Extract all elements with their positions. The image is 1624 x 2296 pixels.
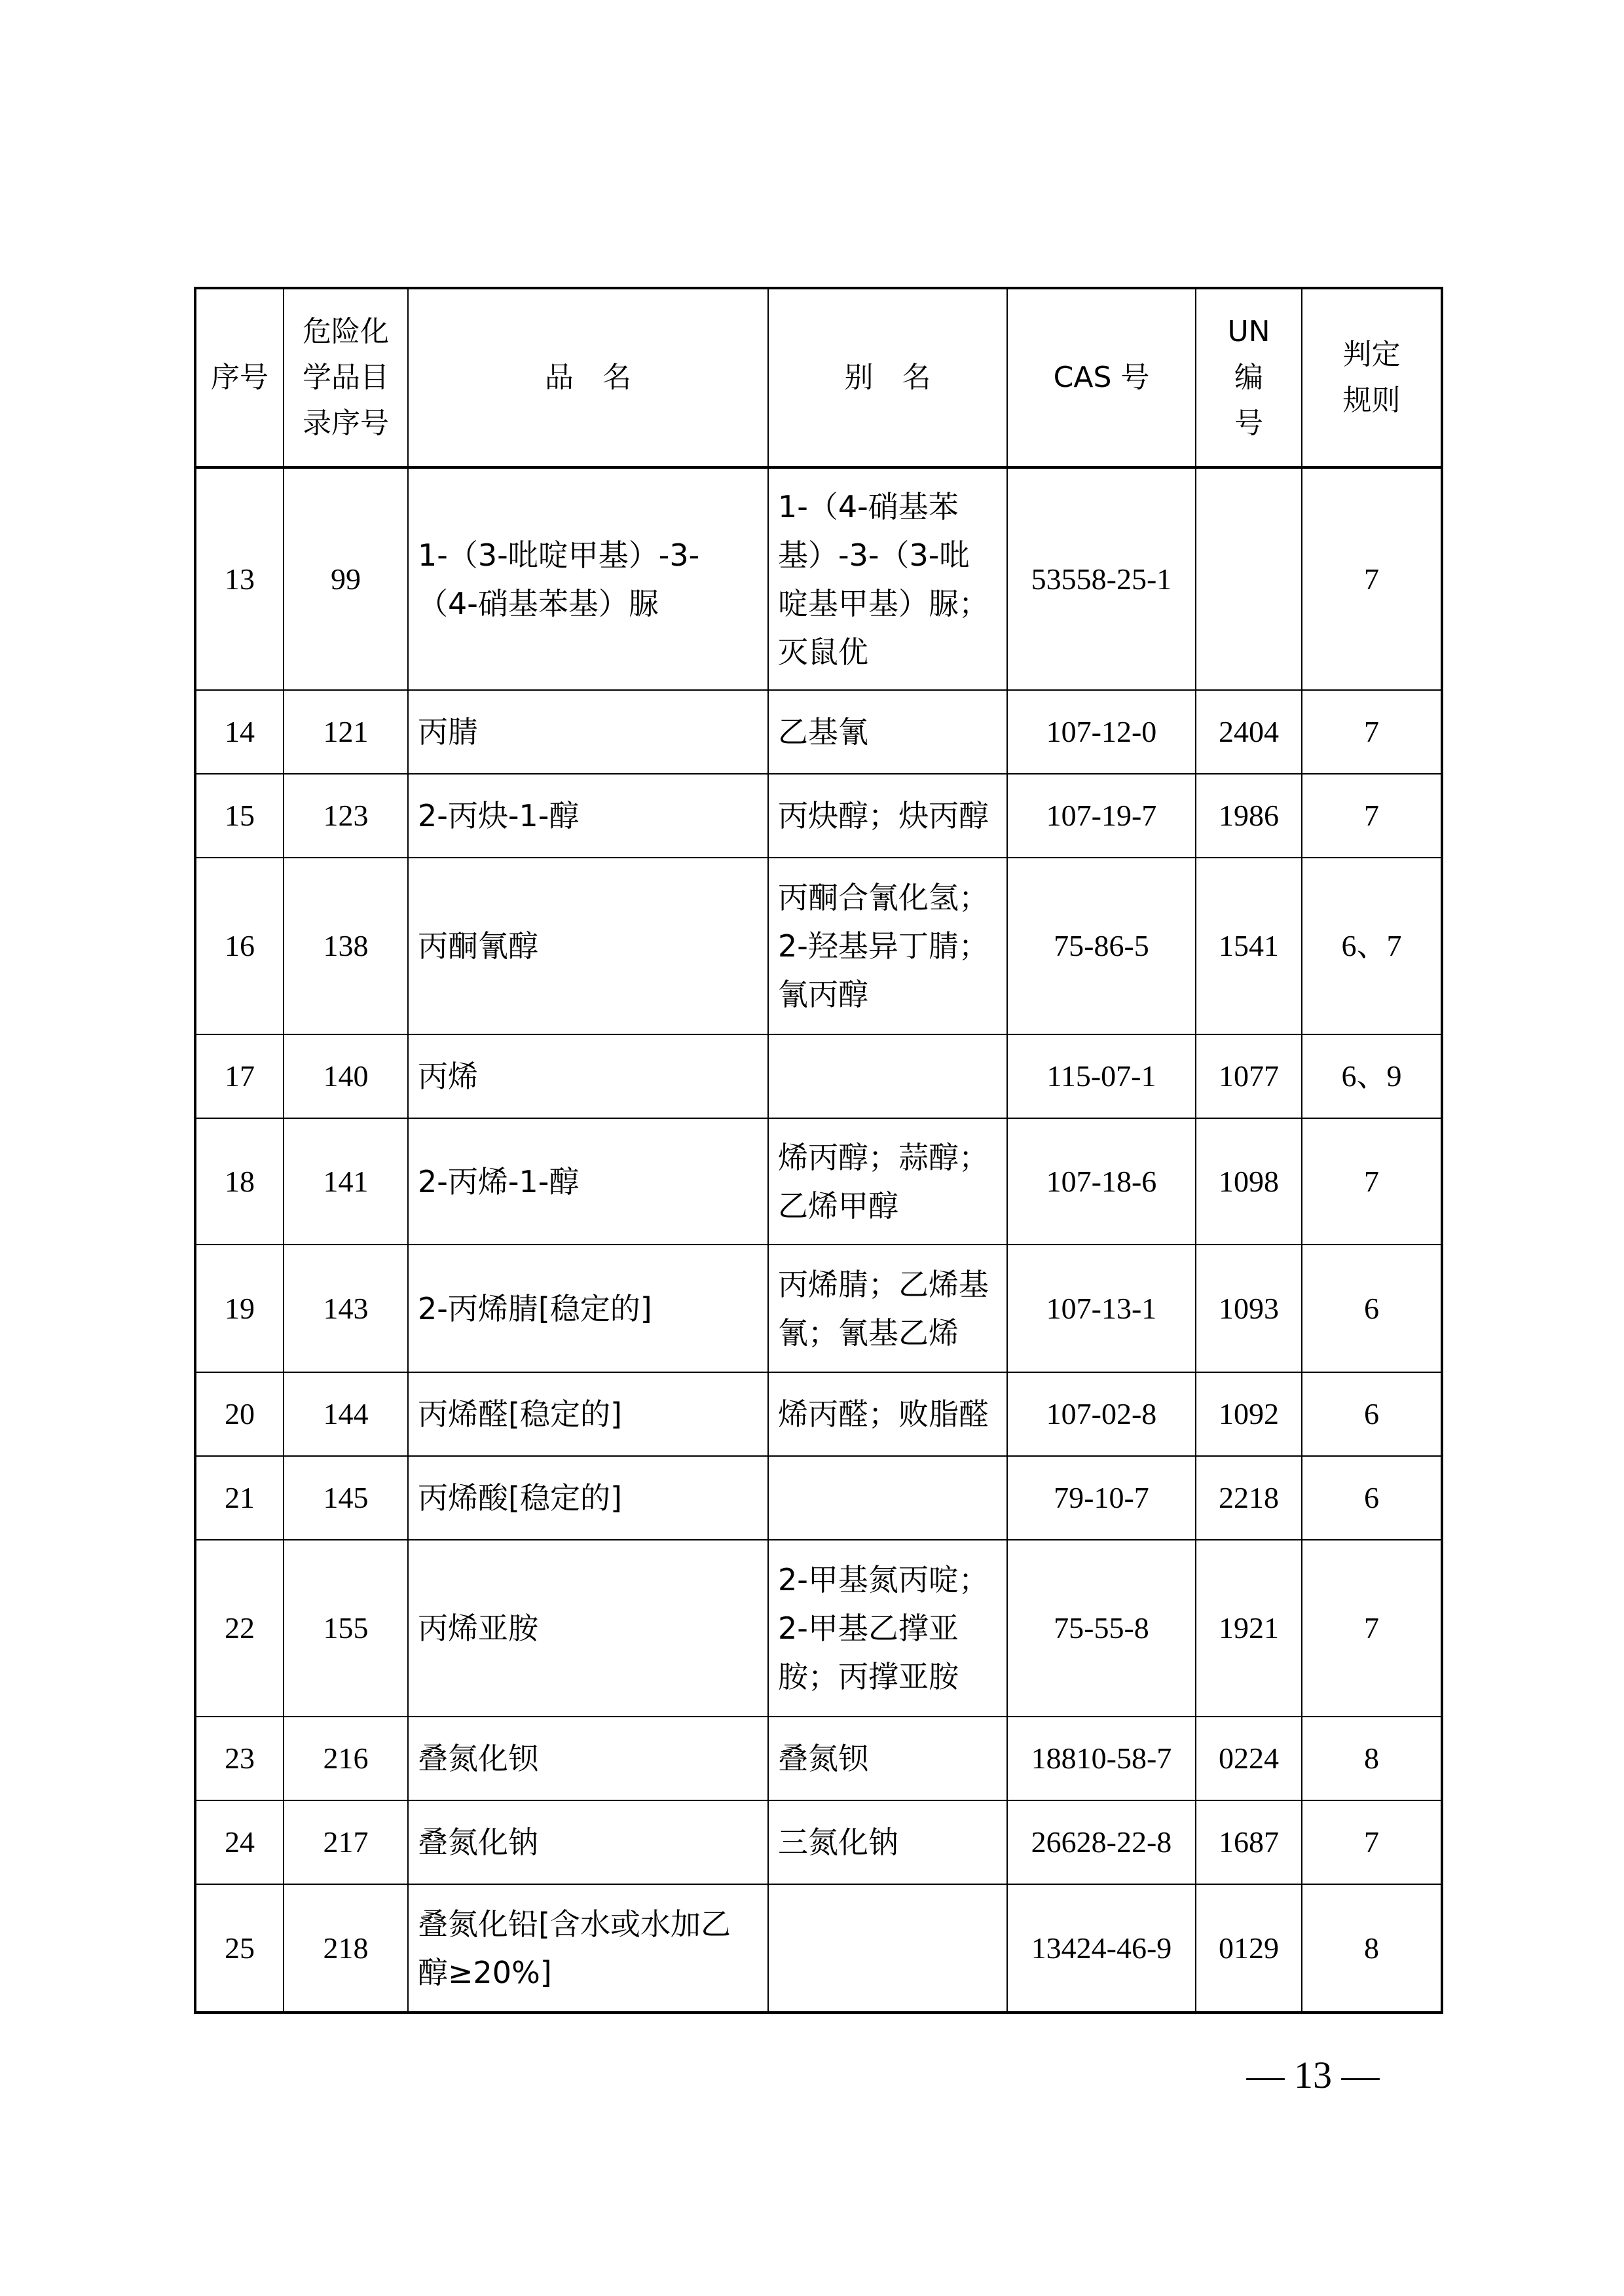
cell-rule: 6、9 — [1302, 1034, 1442, 1118]
cell-alias: 丙炔醇；炔丙醇 — [768, 774, 1007, 858]
cell-alias: 三氮化钠 — [768, 1800, 1007, 1884]
hazardous-chemicals-table — [194, 287, 1443, 2014]
cell-rule: 7 — [1302, 1118, 1442, 1245]
table-row — [195, 1118, 1442, 1245]
cell-name: 2-丙炔-1-醇 — [408, 774, 768, 858]
cell-catalog-no: 218 — [284, 1884, 408, 2013]
cell-catalog-no: 99 — [284, 467, 408, 690]
cell-name: 2-丙烯腈[稳定的] — [408, 1245, 768, 1372]
header-alias: 别 名 — [768, 288, 1007, 467]
cell-rule: 7 — [1302, 774, 1442, 858]
cell-un: 1098 — [1196, 1118, 1302, 1245]
header-un: UN编号 — [1196, 288, 1302, 467]
header-rule: 判定规则 — [1302, 288, 1442, 467]
table-row — [195, 467, 1442, 690]
cell-rule: 8 — [1302, 1884, 1442, 2013]
cell-catalog-no: 216 — [284, 1717, 408, 1800]
cell-cas: 107-02-8 — [1007, 1372, 1196, 1456]
cell-seq: 22 — [195, 1540, 284, 1717]
cell-alias: 烯丙醇；蒜醇；乙烯甲醇 — [768, 1118, 1007, 1245]
table-row — [195, 1245, 1442, 1372]
cell-rule: 7 — [1302, 467, 1442, 690]
cell-cas: 13424-46-9 — [1007, 1884, 1196, 2013]
cell-name: 2-丙烯-1-醇 — [408, 1118, 768, 1245]
cell-cas: 107-12-0 — [1007, 690, 1196, 774]
cell-catalog-no: 155 — [284, 1540, 408, 1717]
header-cas: CAS 号 — [1007, 288, 1196, 467]
cell-cas: 75-55-8 — [1007, 1540, 1196, 1717]
cell-alias: 丙酮合氰化氢；2-羟基异丁腈；氰丙醇 — [768, 858, 1007, 1034]
table-row — [195, 774, 1442, 858]
cell-seq: 21 — [195, 1456, 284, 1540]
cell-catalog-no: 121 — [284, 690, 408, 774]
cell-alias: 乙基氰 — [768, 690, 1007, 774]
cell-un: 0129 — [1196, 1884, 1302, 2013]
cell-catalog-no: 138 — [284, 858, 408, 1034]
cell-name: 丙烯酸[稳定的] — [408, 1456, 768, 1540]
cell-catalog-no: 143 — [284, 1245, 408, 1372]
cell-alias — [768, 1456, 1007, 1540]
cell-alias — [768, 1034, 1007, 1118]
table-row — [195, 858, 1442, 1034]
cell-cas: 107-18-6 — [1007, 1118, 1196, 1245]
cell-alias: 叠氮钡 — [768, 1717, 1007, 1800]
table-row — [195, 1372, 1442, 1456]
cell-alias: 烯丙醛；败脂醛 — [768, 1372, 1007, 1456]
cell-catalog-no: 144 — [284, 1372, 408, 1456]
table-header-row — [195, 288, 1442, 467]
cell-name: 叠氮化铅[含水或水加乙醇≥20%] — [408, 1884, 768, 2013]
header-catalog-no: 危险化学品目录序号 — [284, 288, 408, 467]
cell-seq: 15 — [195, 774, 284, 858]
table-row — [195, 690, 1442, 774]
cell-cas: 115-07-1 — [1007, 1034, 1196, 1118]
cell-seq: 25 — [195, 1884, 284, 2013]
cell-catalog-no: 217 — [284, 1800, 408, 1884]
header-name: 品 名 — [408, 288, 768, 467]
cell-alias: 2-甲基氮丙啶；2-甲基乙撑亚胺；丙撑亚胺 — [768, 1540, 1007, 1717]
cell-un: 1986 — [1196, 774, 1302, 858]
cell-seq: 17 — [195, 1034, 284, 1118]
cell-seq: 19 — [195, 1245, 284, 1372]
table-row — [195, 1540, 1442, 1717]
cell-name: 丙烯亚胺 — [408, 1540, 768, 1717]
cell-alias: 1-（4-硝基苯基）-3-（3-吡啶基甲基）脲；灭鼠优 — [768, 467, 1007, 690]
table-row — [195, 1456, 1442, 1540]
table-row — [195, 1717, 1442, 1800]
cell-cas: 26628-22-8 — [1007, 1800, 1196, 1884]
cell-seq: 18 — [195, 1118, 284, 1245]
cell-cas: 18810-58-7 — [1007, 1717, 1196, 1800]
cell-name: 丙烯醛[稳定的] — [408, 1372, 768, 1456]
cell-name: 丙腈 — [408, 690, 768, 774]
header-seq: 序号 — [195, 288, 284, 467]
cell-un: 1092 — [1196, 1372, 1302, 1456]
cell-catalog-no: 141 — [284, 1118, 408, 1245]
cell-un: 1921 — [1196, 1540, 1302, 1717]
cell-alias: 丙烯腈；乙烯基氰；氰基乙烯 — [768, 1245, 1007, 1372]
cell-rule: 7 — [1302, 1800, 1442, 1884]
cell-un: 0224 — [1196, 1717, 1302, 1800]
cell-rule: 6 — [1302, 1245, 1442, 1372]
cell-un: 1093 — [1196, 1245, 1302, 1372]
cell-cas: 79-10-7 — [1007, 1456, 1196, 1540]
cell-un: 1687 — [1196, 1800, 1302, 1884]
cell-catalog-no: 123 — [284, 774, 408, 858]
cell-name: 丙烯 — [408, 1034, 768, 1118]
cell-rule: 8 — [1302, 1717, 1442, 1800]
cell-seq: 20 — [195, 1372, 284, 1456]
cell-alias — [768, 1884, 1007, 2013]
cell-seq: 14 — [195, 690, 284, 774]
cell-catalog-no: 145 — [284, 1456, 408, 1540]
cell-un: 1077 — [1196, 1034, 1302, 1118]
cell-un — [1196, 467, 1302, 690]
cell-rule: 7 — [1302, 1540, 1442, 1717]
cell-name: 丙酮氰醇 — [408, 858, 768, 1034]
cell-un: 2218 — [1196, 1456, 1302, 1540]
cell-cas: 107-13-1 — [1007, 1245, 1196, 1372]
cell-catalog-no: 140 — [284, 1034, 408, 1118]
cell-name: 叠氮化钡 — [408, 1717, 768, 1800]
cell-un: 1541 — [1196, 858, 1302, 1034]
cell-name: 1-（3-吡啶甲基）-3-（4-硝基苯基）脲 — [408, 467, 768, 690]
cell-rule: 7 — [1302, 690, 1442, 774]
cell-seq: 13 — [195, 467, 284, 690]
cell-seq: 23 — [195, 1717, 284, 1800]
cell-rule: 6 — [1302, 1372, 1442, 1456]
cell-cas: 53558-25-1 — [1007, 467, 1196, 690]
page-number: — 13 — — [1246, 2054, 1380, 2096]
table-row — [195, 1884, 1442, 2013]
cell-name: 叠氮化钠 — [408, 1800, 768, 1884]
table-row — [195, 1800, 1442, 1884]
cell-cas: 75-86-5 — [1007, 858, 1196, 1034]
table-row — [195, 1034, 1442, 1118]
cell-un: 2404 — [1196, 690, 1302, 774]
cell-cas: 107-19-7 — [1007, 774, 1196, 858]
cell-rule: 6 — [1302, 1456, 1442, 1540]
cell-seq: 16 — [195, 858, 284, 1034]
cell-rule: 6、7 — [1302, 858, 1442, 1034]
cell-seq: 24 — [195, 1800, 284, 1884]
